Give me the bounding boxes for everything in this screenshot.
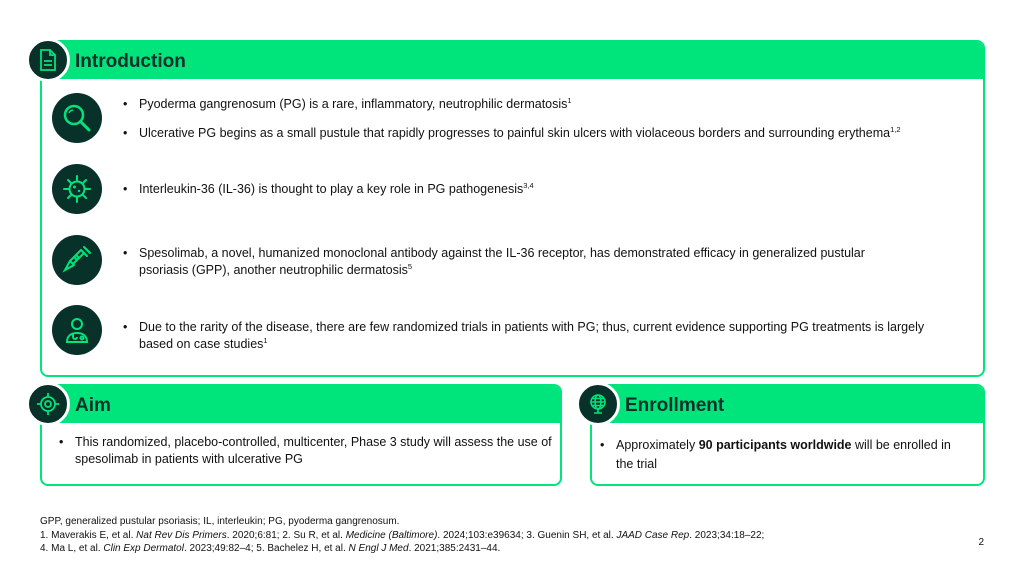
- references-line-2: [40, 542, 764, 556]
- intro-bullet-4-ref: 5: [407, 261, 413, 271]
- intro-bullet-3-text: Interleukin-36 (IL-36) is thought to play a key role in PG pathogenesis: [139, 182, 524, 196]
- intro-bullet-5-text: Due to the rarity of the disease, there are few randomized trials in patients with PG; thus, current evidence supporting PG treatments is largely based on case studies: [139, 320, 925, 351]
- intro-bullet-1-ref: 1: [567, 95, 572, 105]
- aim-panel: [40, 384, 562, 486]
- intro-bullet-1: • Pyoderma gangrenosum (PG) is a rare, inflammatory, neutrophilic dermatosis$^1$: [123, 95, 572, 111]
- syringe-icon: [52, 235, 102, 285]
- intro-bullet-2-ref: 1,2: [890, 124, 901, 134]
- ref-text: 4. Ma L, et al.: [40, 543, 104, 554]
- enrollment-panel: [590, 384, 985, 486]
- introduction-title: Introduction: [75, 51, 186, 72]
- intro-bullet-4-text: Spesolimab, a novel, humanized monoclonal antibody against the IL-36 receptor, has demonstrated efficacy in generalized pustular psoriasis (GPP), another neutrophilic dermatosis: [139, 246, 865, 277]
- enrollment-count: 90 participants worldwide: [698, 438, 852, 452]
- aim-header: [42, 386, 560, 423]
- ref-text: . 2021;385:2431–44.: [408, 543, 501, 554]
- ref-journal: Medicine (Baltimore): [345, 529, 438, 541]
- enrollment-text-suffix: will be enrolled in the trial: [616, 438, 951, 471]
- introduction-panel: [40, 40, 985, 377]
- intro-bullet-4: • Spesolimab, a novel, humanized monoclonal antibody against the IL-36 receptor, has demonstrated efficacy in generalized pustular psoriasis (GPP), another neutrophilic dermatosis$^5$: [123, 246, 865, 277]
- ref-journal: Nat Rev Dis Primers: [136, 529, 227, 541]
- intro-bullet-2: • Ulcerative PG begins as a small pustule that rapidly progresses to painful skin ulcers with violaceous borders and surrounding erythema$^{1,2}$: [123, 124, 901, 140]
- abbreviations: GPP, generalized pustular psoriasis; IL, interleukin; PG, pyoderma gangrenosum.: [40, 516, 400, 527]
- document-icon: [26, 38, 70, 82]
- intro-bullet-5-ref: 1: [263, 335, 268, 345]
- aim-bullet: • This randomized, placebo-controlled, multicenter, Phase 3 study will assess the use of spesolimab in patients with ulcerative PG: [59, 435, 552, 466]
- ref-text: . 2023;49:82–4; 5. Bachelez H, et al.: [183, 543, 349, 554]
- footnotes: [40, 515, 764, 556]
- aim-text: This randomized, placebo-controlled, multicenter, Phase 3 study will assess the use of spesolimab in patients with ulcerative PG: [75, 435, 552, 466]
- ref-text: . 2024;103:e39634; 3. Guenin SH, et al.: [437, 529, 617, 541]
- aim-title: Aim: [75, 395, 111, 416]
- enrollment-title: Enrollment: [625, 395, 725, 416]
- enrollment-text-prefix: Approximately: [616, 438, 699, 452]
- globe-icon: [576, 382, 620, 426]
- ref-text: . 2020;6:81; 2. Su R, et al.: [226, 529, 346, 541]
- virus-icon: [52, 164, 102, 214]
- ref-journal: N Engl J Med: [348, 543, 409, 554]
- ref-text: . 2023;34:18–22;: [689, 529, 765, 541]
- ref-journal: JAAD Case Rep: [616, 529, 690, 541]
- intro-bullet-3-ref: 3,4: [523, 180, 534, 190]
- magnifier-icon: [52, 93, 102, 143]
- intro-bullet-5: • Due to the rarity of the disease, there are few randomized trials in patients with PG; thus, current evidence supporting PG treatments is largely based on case studies$^1$: [123, 320, 925, 351]
- intro-bullet-3: • Interleukin-36 (IL-36) is thought to play a key role in PG pathogenesis$^{3,4}$: [123, 180, 534, 196]
- target-icon: [26, 382, 70, 426]
- references-line-1: [40, 529, 764, 543]
- doctor-icon: [52, 305, 102, 355]
- ref-text: 1. Maverakis E, et al.: [40, 529, 137, 541]
- enrollment-bullet: • Approximately 90 participants worldwide will be enrolled in the trial: [600, 438, 951, 471]
- page-number: 2: [978, 537, 984, 548]
- intro-bullet-2-text: Ulcerative PG begins as a small pustule that rapidly progresses to painful skin ulcers with violaceous borders and surrounding erythema: [139, 126, 891, 140]
- intro-bullet-1-text: Pyoderma gangrenosum (PG) is a rare, inflammatory, neutrophilic dermatosis: [139, 97, 568, 111]
- ref-journal: Clin Exp Dermatol: [103, 543, 184, 554]
